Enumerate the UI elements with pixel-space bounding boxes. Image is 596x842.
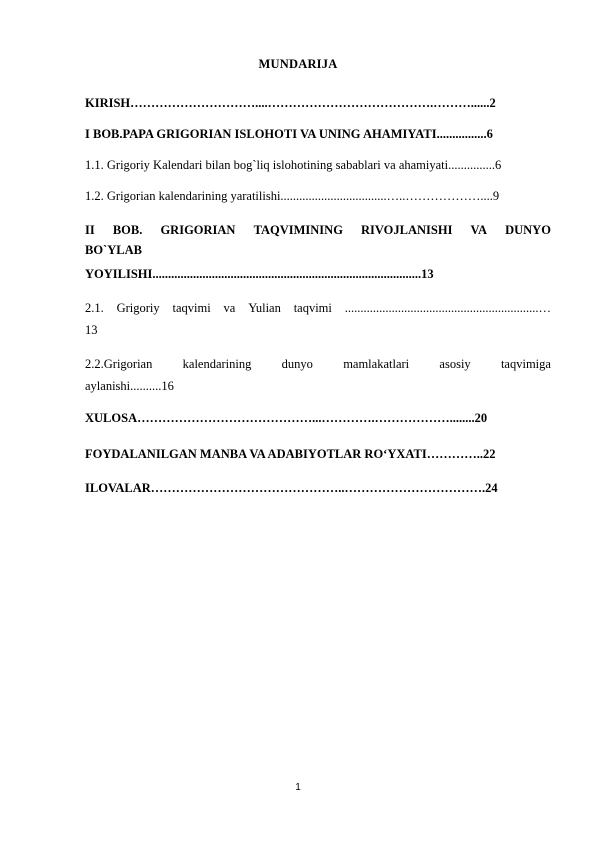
toc-word: 2.1. bbox=[85, 301, 104, 315]
toc-word: mamlakatlari bbox=[343, 357, 410, 371]
toc-word: GRIGORIAN bbox=[160, 223, 236, 237]
toc-word: TAQVIMINING bbox=[253, 223, 343, 237]
toc-entry-bob2-line2[interactable]: BO`YLAB bbox=[85, 243, 142, 257]
toc-entry-2-2-line1[interactable] bbox=[85, 354, 551, 374]
toc-word: DUNYO bbox=[505, 223, 551, 237]
toc-word: VA bbox=[470, 223, 487, 237]
toc-word: kalendarining bbox=[182, 357, 252, 371]
toc-word: II bbox=[85, 223, 95, 237]
toc-entry-bob2-line1[interactable] bbox=[85, 220, 551, 240]
toc-word: dunyo bbox=[281, 357, 313, 371]
toc-word: ..............................................................… bbox=[344, 301, 551, 315]
toc-word: Yulian bbox=[248, 301, 281, 315]
toc-entry-kirish[interactable]: KIRISH…………………………....………………………………….………......2 bbox=[85, 96, 496, 110]
toc-entry-1-1[interactable]: 1.1. Grigoriy Kalendari bilan bog`liq islohotining sabablari va ahamiyati...............6 bbox=[85, 158, 502, 172]
toc-word: taqvimi bbox=[172, 301, 211, 315]
page-title: MUNDARIJA bbox=[258, 57, 338, 71]
toc-word: taqvimiga bbox=[500, 357, 551, 371]
toc-entry-2-2-line2[interactable]: aylanishi..........16 bbox=[85, 379, 174, 393]
toc-entry-2-1-line1[interactable] bbox=[85, 298, 551, 318]
toc-entry-2-1-line2[interactable]: 13 bbox=[85, 323, 98, 337]
toc-word: taqvimi bbox=[293, 301, 332, 315]
toc-word: 2.2.Grigorian bbox=[85, 357, 153, 371]
toc-word: RIVOJLANISHI bbox=[361, 223, 453, 237]
toc-word: asosiy bbox=[439, 357, 471, 371]
toc-entry-xulosa[interactable]: XULOSA……………………………………...………….………………........20 bbox=[85, 411, 488, 425]
toc-word: Grigoriy bbox=[116, 301, 160, 315]
toc-word: va bbox=[223, 301, 236, 315]
toc-entry-bob2-line3[interactable]: YOYILISHI......................................................................................13 bbox=[85, 267, 434, 281]
toc-entry-bob1[interactable]: I BOB.PAPA GRIGORIAN ISLOHOTI VA UNING AHAMIYATI................6 bbox=[85, 127, 493, 141]
toc-entry-ilovalar[interactable]: ILOVALAR………………………………………..…………………………….24 bbox=[85, 481, 498, 495]
toc-entry-1-2[interactable]: 1.2. Grigorian kalendarining yaratilishi..................................…..………………....9 bbox=[85, 189, 500, 203]
page-number: 1 bbox=[295, 782, 301, 793]
toc-entry-foydalanilgan[interactable]: FOYDALANILGAN MANBA VA ADABIYOTLAR RO‘YXATI…………..22 bbox=[85, 447, 496, 461]
toc-word: BOB. bbox=[112, 223, 143, 237]
